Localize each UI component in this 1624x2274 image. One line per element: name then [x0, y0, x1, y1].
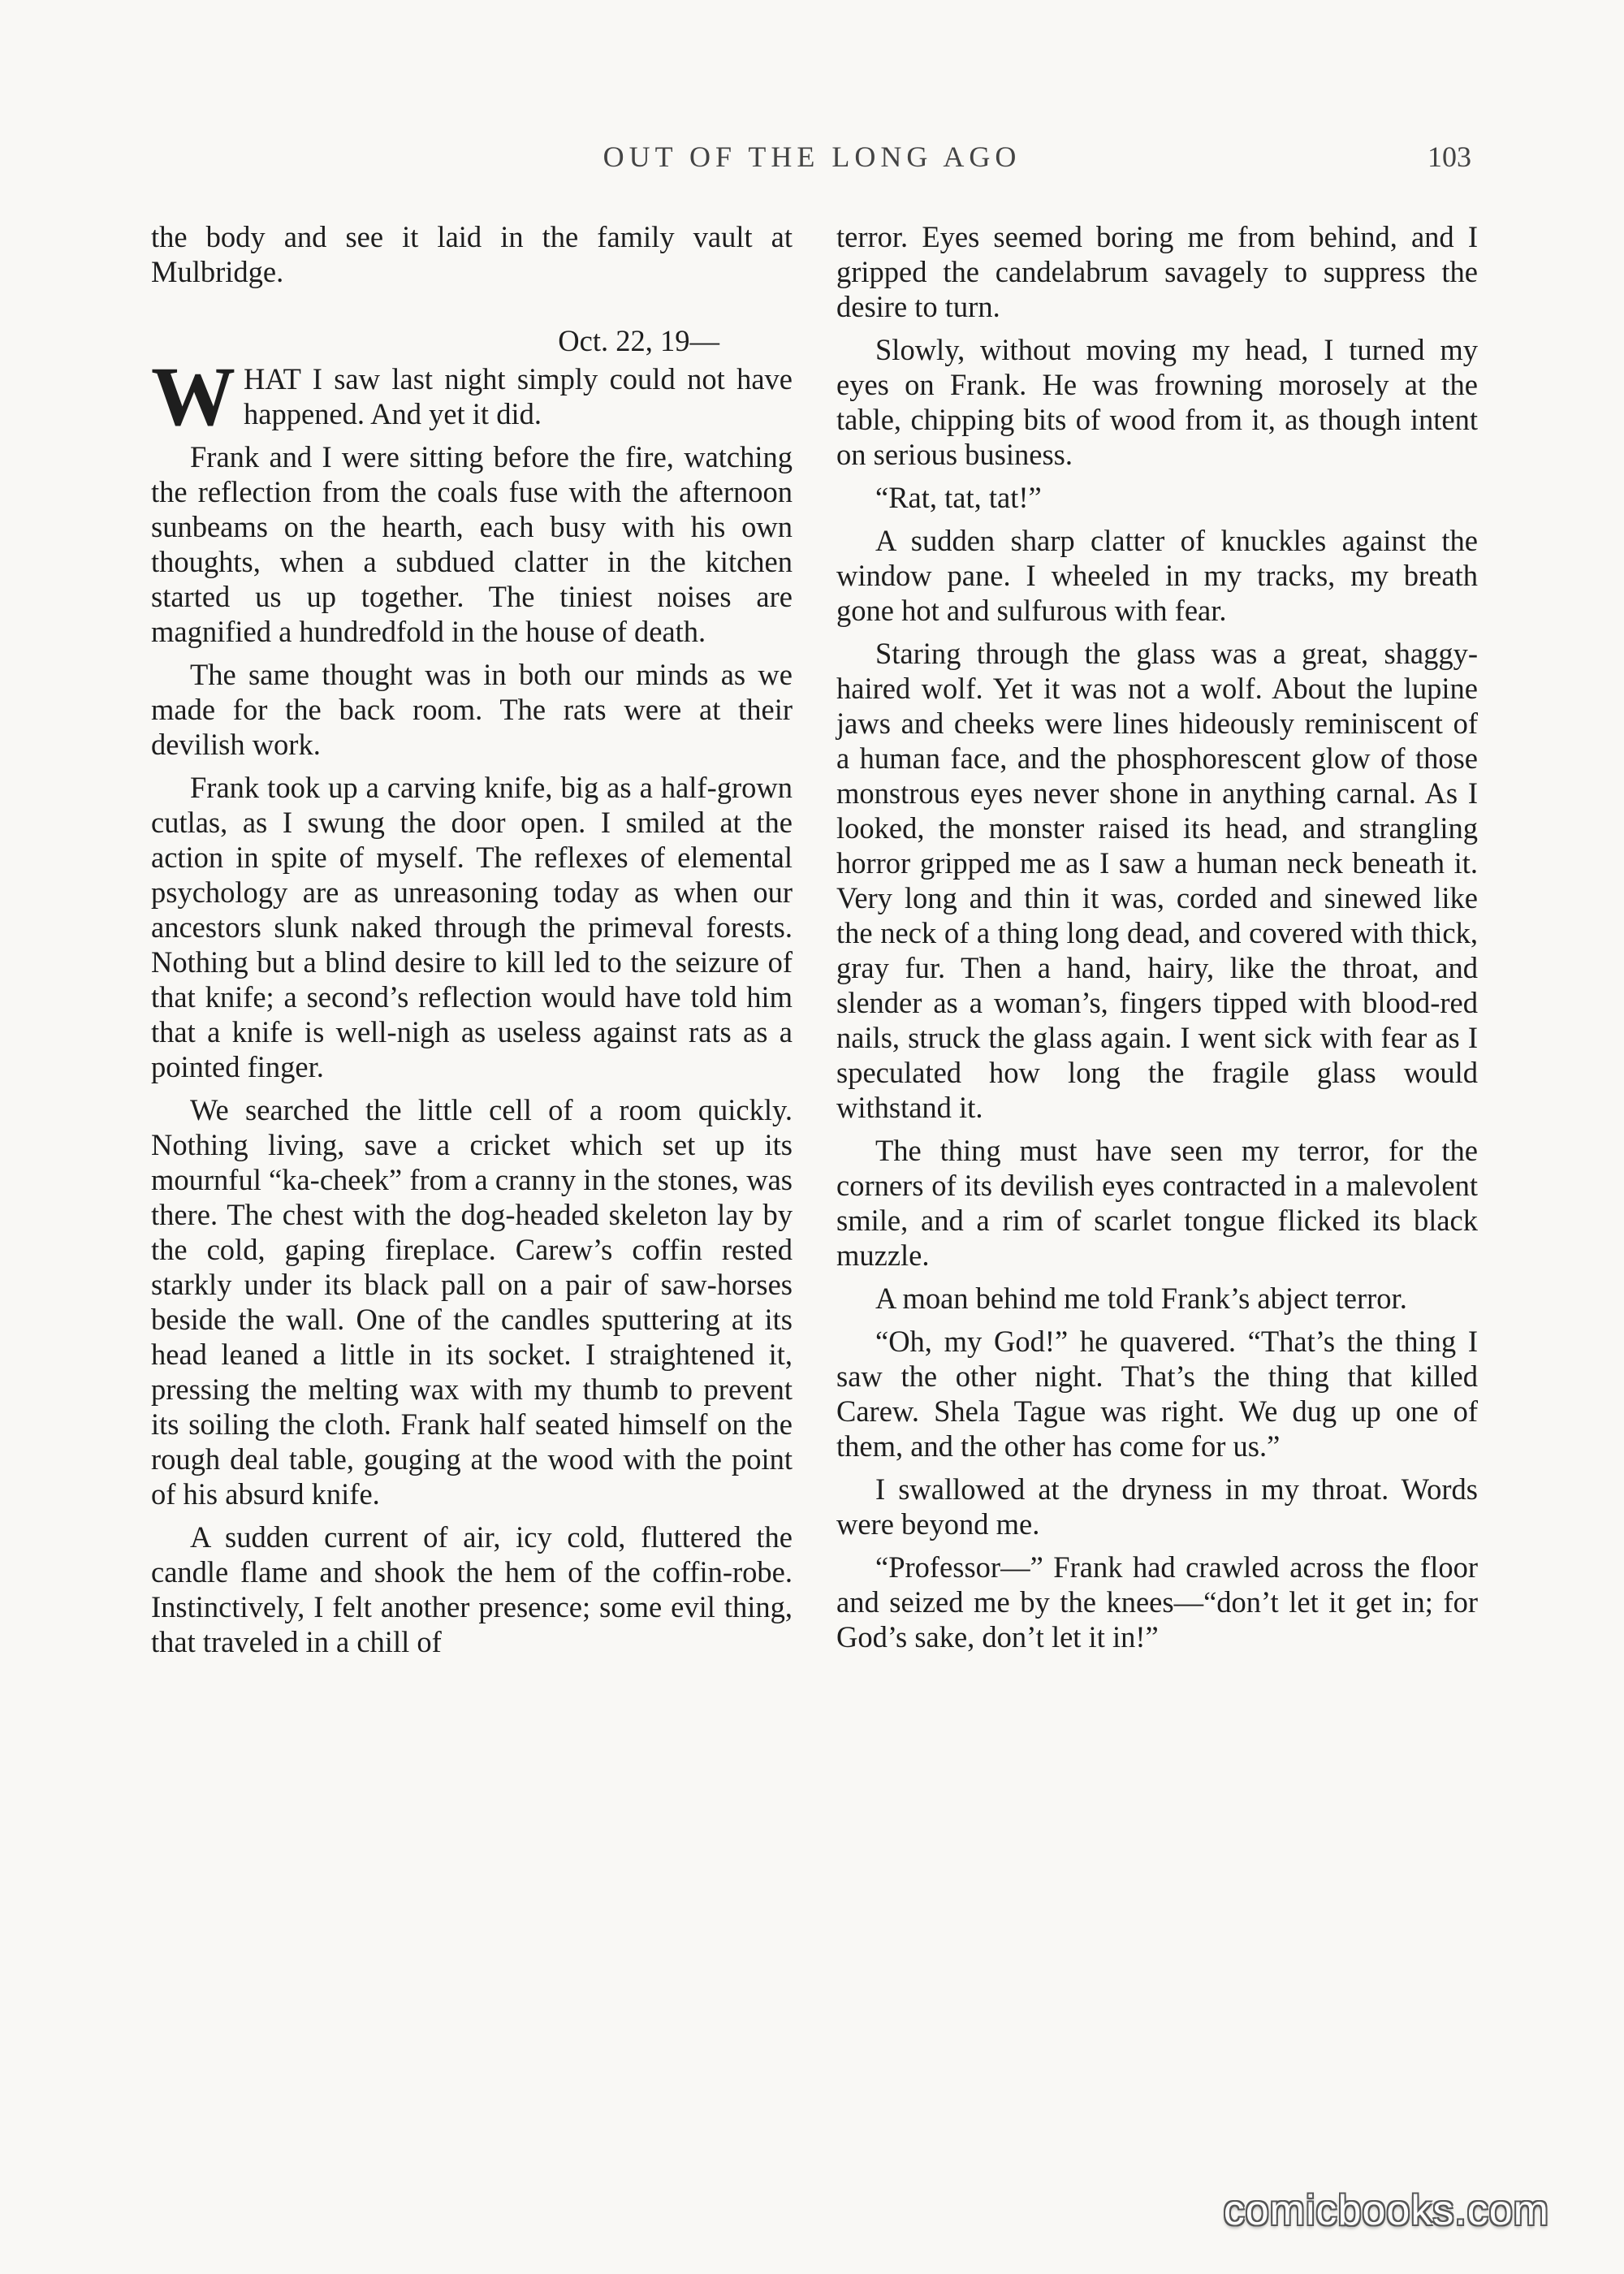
paragraph: A sudden sharp clatter of knuckles against the window pane. I wheeled in my tracks, my breath gone hot and sulfurous with fear.: [836, 524, 1478, 627]
paragraph: “Rat, tat, tat!”: [875, 481, 1042, 514]
page-number: 103: [1427, 141, 1471, 173]
paragraph: “Oh, my God!” he quavered. “That’s the thing I saw the other night. That’s the thing that killed Carew. Shela Tague was right. We dug up one of them, and the other has come for us.”: [836, 1325, 1478, 1463]
paragraph: We searched the little cell of a room quickly. Nothing living, save a cricket which set up its mournful “ka-cheek” from a cranny in the stones, was there. The chest with the dog-headed skeleton lay by the cold, gaping fireplace. Carew’s coffin rested starkly under its black pall on a pair of saw-horses beside the wall. One of the candles sputtering at its head leaned a little in its socket. I straightened it, pressing the melting wax with my thumb to prevent its soiling the cloth. Frank half seated himself on the rough deal table, gouging at the wood with the point of his absurd knife.: [151, 1093, 793, 1511]
paragraph: “Professor—” Frank had crawled across the floor and seized me by the knees—“don’t let it get in; for God’s sake, don’t let it in!”: [836, 1550, 1478, 1654]
right-column: [836, 219, 1478, 1662]
paragraph: A sudden current of air, icy cold, fluttered the candle flame and shook the hem of the coffin-robe. Instinctively, I felt another presence; some evil thing, that traveled in a chill of: [151, 1520, 793, 1658]
paragraph: terror. Eyes seemed boring me from behind, and I gripped the candelabrum savagely to suppress the desire to turn.: [836, 220, 1478, 323]
paragraph: Slowly, without moving my head, I turned my eyes on Frank. He was frowning morosely at the table, chipping bits of wood from it, as though intent on serious business.: [836, 333, 1478, 471]
paragraph: Frank took up a carving knife, big as a half-grown cutlas, as I swung the door open. I smiled at the action in spite of myself. The reflexes of elemental psychology are as unreasoning today as when our ancestors slunk naked through the primeval forests. Nothing but a blind desire to kill led to the seizure of that knife; a second’s reflection would have told him that a knife is well-nigh as useless against rats as a pointed finger.: [151, 771, 793, 1083]
left-column: [151, 219, 793, 1667]
paragraph: I swallowed at the dryness in my throat. Words were beyond me.: [836, 1472, 1478, 1541]
drop-cap: W: [151, 350, 235, 443]
paragraph: A moan behind me told Frank’s abject terror.: [875, 1282, 1407, 1315]
dateline: Oct. 22, 19—: [558, 324, 719, 357]
paragraph: Frank and I were sitting before the fire, watching the reflection from the coals fuse with the afternoon sunbeams on the hearth, each busy with his own thoughts, when a subdued clatter in the kitchen started us up together. The tiniest noises are magnified a hundredfold in the house of death.: [151, 440, 793, 648]
running-title: OUT OF THE LONG AGO: [603, 141, 1021, 173]
paragraph: The same thought was in both our minds as we made for the back room. The rats were at their devilish work.: [151, 658, 793, 761]
paragraph: The thing must have seen my terror, for the corners of its devilish eyes contracted in a malevolent smile, and a rim of scarlet tongue flicked its black muzzle.: [836, 1134, 1478, 1272]
paragraph: the body and see it laid in the family vault at Mulbridge.: [151, 220, 793, 288]
running-header: [0, 140, 1624, 180]
paragraph-text: HAT I saw last night simply could not have happened. And yet it did.: [244, 362, 793, 430]
paragraph: Staring through the glass was a great, shaggy-haired wolf. Yet it was not a wolf. About the lupine jaws and cheeks were lines hideously reminiscent of a human face, and the phosphorescent glow of those monstrous eyes never shone in anything carnal. As I looked, the monster raised its head, and strangling horror gripped me as I saw a human neck beneath it. Very long and thin it was, corded and sinewed like the neck of a thing long dead, and covered with thick, gray fur. Then a hand, hairy, like the throat, and slender as a woman’s, fingers tipped with blood-red nails, struck the glass again. I went sick with fear as I speculated how long the fragile glass would withstand it.: [836, 637, 1478, 1124]
watermark-logo: comicbooks.com: [1223, 2187, 1549, 2234]
paragraph-with-dropcap: [151, 350, 793, 443]
